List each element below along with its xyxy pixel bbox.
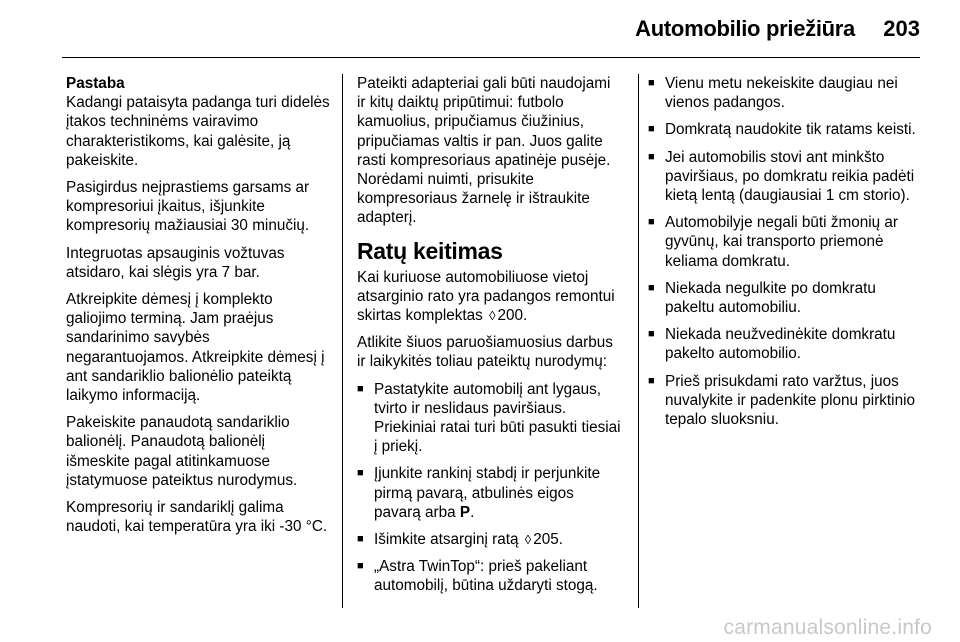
list-item [648, 148, 923, 206]
watermark: carmanualsonline.info [723, 616, 932, 639]
list-item-text: Domkratą naudokite tik ratams keisti. [665, 121, 916, 139]
list-item [357, 380, 623, 457]
paragraph: Atkreipkite dėmesį į komplekto galiojimo terminą. Jam praėjus sandarinimo savybės negarantuojamos. Atkreipkite dėmesį į ant sandariklio balionėlio pateiktą laikymo informaciją. [66, 291, 325, 405]
bullet-icon: ■ [648, 281, 655, 294]
list-item-text: Jei automobilis stovi ant minkšto paviršiaus, po domkratu reikia padėti kietą lentą (daugiausiai 1 cm storio). [665, 148, 915, 205]
paragraph: Atlikite šiuos paruošiamuosius darbus ir laikykitės toliau pateiktų nurodymų: [357, 334, 613, 371]
list-item-text: Prieš prisukdami rato varžtus, juos nuvalykite ir padenkite plonu pirktinio tepalo sluoksniu. [665, 372, 915, 429]
list-item-text: „Astra TwinTop“: prieš pakeliant automobilį, būtina uždaryti stogą. [374, 558, 598, 595]
list-item-text: Niekada neužvedinėkite domkratu pakelto automobilio. [665, 326, 896, 363]
note-title: Pastaba [66, 75, 125, 92]
column-divider-left [342, 74, 343, 608]
paragraph: Pakeiskite panaudotą sandariklio balionėlį. Panaudotą balionėlį išmeskite pagal atitinkamuose įstatymuose pateiktus nurodymus. [66, 414, 298, 489]
bullet-icon: ■ [357, 533, 364, 546]
section-title: Automobilio priežiūra [635, 16, 855, 41]
page-header [0, 0, 960, 60]
bullet-icon: ■ [357, 467, 364, 480]
bullet-icon: ■ [357, 382, 364, 395]
note-text: Kadangi pataisyta padanga turi didelės įtakos techninėms vairavimo charakteristikoms, kai galėsite, ją pakeiskite. [66, 94, 330, 169]
page-ref[interactable]: 205. [533, 531, 563, 549]
list-item-text: Įjunkite rankinį stabdį ir perjunkite pirmą pavarą, atbulinės eigos pavarą arba [374, 465, 601, 521]
bullet-icon: ■ [648, 123, 655, 136]
list-item [648, 213, 923, 271]
column-middle [357, 74, 623, 604]
list-item [648, 74, 923, 112]
column-divider-right [638, 74, 639, 608]
list-item [357, 530, 623, 549]
list-item-end: . [470, 503, 475, 521]
paragraph: Pateikti adapteriai gali būti naudojami ir kitų daiktų pripūtimui: futbolo kamuolius, pripučiamus čiužinius, pripučiamas valtis ir pan. Juos galite rasti kompresoriaus apatinėje pusėje. Norėdami nuimti, prisukite kompresoriaus žarnelę ir ištraukite adapterį. [357, 75, 611, 227]
list-item-text: Vienu metu nekeiskite daugiau nei vienos padangos. [665, 75, 898, 112]
bullet-list [648, 74, 923, 429]
bullet-icon: ■ [648, 216, 655, 229]
page-ref-icon: ◊ [489, 308, 496, 324]
page-number: 203 [883, 16, 920, 41]
list-item [357, 464, 623, 522]
list-item [648, 120, 923, 139]
list-item [357, 557, 623, 595]
paragraph [357, 268, 623, 326]
paragraph: Kompresorių ir sandariklį galima naudoti, kai temperatūra yra iki -30 °C. [66, 499, 328, 536]
bullet-icon: ■ [648, 77, 655, 89]
bullet-icon: ■ [648, 374, 655, 387]
list-item-text: Pastatykite automobilį ant lygaus, tvirto ir neslidaus paviršiaus. Priekiniai ratai turi būti pasukti tiesiai į priekį. [374, 380, 621, 456]
page-ref[interactable]: 200. [497, 307, 528, 325]
paragraph: Pasigirdus neįprastiems garsams ar kompresoriui įkaitus, išjunkite kompresorių mažiausiai 30 minučių. [66, 179, 310, 235]
list-item-text: Automobilyje negali būti žmonių ar gyvūnų, kai transporto priemonė keliama domkratu. [665, 214, 898, 270]
list-item [648, 372, 923, 430]
column-right [648, 74, 923, 437]
bullet-icon: ■ [648, 328, 655, 341]
section-heading: Ratų keitimas [357, 237, 503, 264]
bullet-icon: ■ [648, 150, 655, 163]
gear-p-label: P [459, 503, 471, 521]
header-rule [62, 57, 920, 58]
bullet-list [357, 380, 623, 596]
paragraph: Integruotas apsauginis vožtuvas atsidaro, kai slėgis yra 7 bar. [66, 244, 285, 281]
list-item [648, 325, 923, 363]
list-item-text: Išimkite atsarginį ratą [374, 531, 519, 549]
paragraph-text: Kai kuriuose automobiliuose vietoj atsarginio rato yra padangos remontui skirtas komplektas [357, 268, 615, 325]
bullet-icon: ■ [357, 560, 364, 573]
list-item [648, 279, 923, 317]
page-ref-icon: ◊ [524, 532, 532, 548]
list-item-text: Niekada negulkite po domkratu pakeltu automobiliu. [665, 279, 876, 317]
column-left [66, 74, 332, 544]
